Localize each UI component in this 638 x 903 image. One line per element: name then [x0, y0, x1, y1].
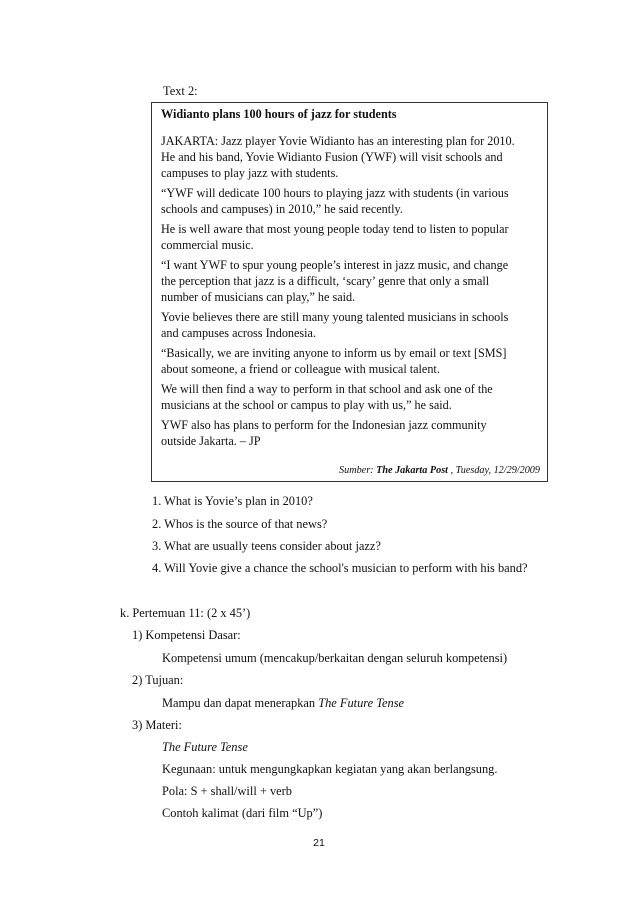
article-line: Yovie believes there are still many young talented musicians in schools — [161, 310, 509, 324]
article-line: JAKARTA: Jazz player Yovie Widianto has an interesting plan for 2010. — [161, 134, 515, 148]
item-line: Kompetensi umum (mencakup/berkaitan dengan seluruh kompetensi) — [162, 651, 508, 665]
item-label-kompetensi: 1) Kompetensi Dasar: — [132, 628, 241, 642]
question-4: 4. Will Yovie give a chance the school's musician to perform with his band? — [152, 561, 528, 575]
item-line-italic: The Future Tense — [162, 740, 248, 754]
article-box — [151, 102, 548, 482]
page-number: 21 — [313, 837, 325, 849]
text-label: Text 2: — [163, 84, 198, 98]
article-line: number of musicians can play,” he said. — [161, 290, 356, 304]
article-line: YWF also has plans to perform for the Indonesian jazz community — [161, 418, 487, 432]
article-line: He is well aware that most young people today tend to listen to popular — [161, 222, 509, 236]
article-line: about someone, a friend or colleague with musical talent. — [161, 362, 440, 376]
question-3: 3. What are usually teens consider about jazz? — [152, 539, 381, 553]
article-line: the perception that jazz is a difficult, ‘scary’ genre that only a small — [161, 274, 490, 288]
question-1: 1. What is Yovie’s plan in 2010? — [152, 494, 313, 508]
item-label-tujuan: 2) Tujuan: — [132, 673, 184, 687]
question-2: 2. Whos is the source of that news? — [152, 517, 328, 531]
article-line: musicians at the school or campus to play with us,” he said. — [161, 398, 452, 412]
article-line: and campuses across Indonesia. — [161, 326, 317, 340]
article-line: “Basically, we are inviting anyone to inform us by email or text [SMS] — [161, 346, 507, 360]
item-line: Pola: S + shall/will + verb — [162, 784, 292, 798]
item-line: Contoh kalimat (dari film “Up”) — [162, 806, 323, 820]
article-headline: Widianto plans 100 hours of jazz for students — [161, 107, 397, 121]
article-line: campuses to play jazz with students. — [161, 166, 339, 180]
article-line: schools and campuses) in 2010,” he said recently. — [161, 202, 403, 216]
article-line: commercial music. — [161, 238, 254, 252]
item-label-materi: 3) Materi: — [132, 718, 182, 732]
item-line-tujuan: Mampu dan dapat menerapkan The Future Tense — [162, 696, 405, 710]
article-line: He and his band, Yovie Widianto Fusion (YWF) will visit schools and — [161, 150, 503, 164]
article-source: Sumber: The Jakarta Post , Tuesday, 12/29/2009 — [339, 465, 540, 476]
article-line: “I want YWF to spur young people’s interest in jazz music, and change — [161, 258, 509, 272]
item-line: Kegunaan: untuk mengungkapkan kegiatan yang akan berlangsung. — [162, 762, 498, 776]
article-line: “YWF will dedicate 100 hours to playing jazz with students (in various — [161, 186, 509, 200]
section-heading: k. Pertemuan 11: (2 x 45’) — [120, 606, 251, 620]
article-line: outside Jakarta. – JP — [161, 434, 261, 448]
source-publication: The Jakarta Post — [376, 465, 449, 476]
article-line: We will then find a way to perform in that school and ask one of the — [161, 382, 493, 396]
